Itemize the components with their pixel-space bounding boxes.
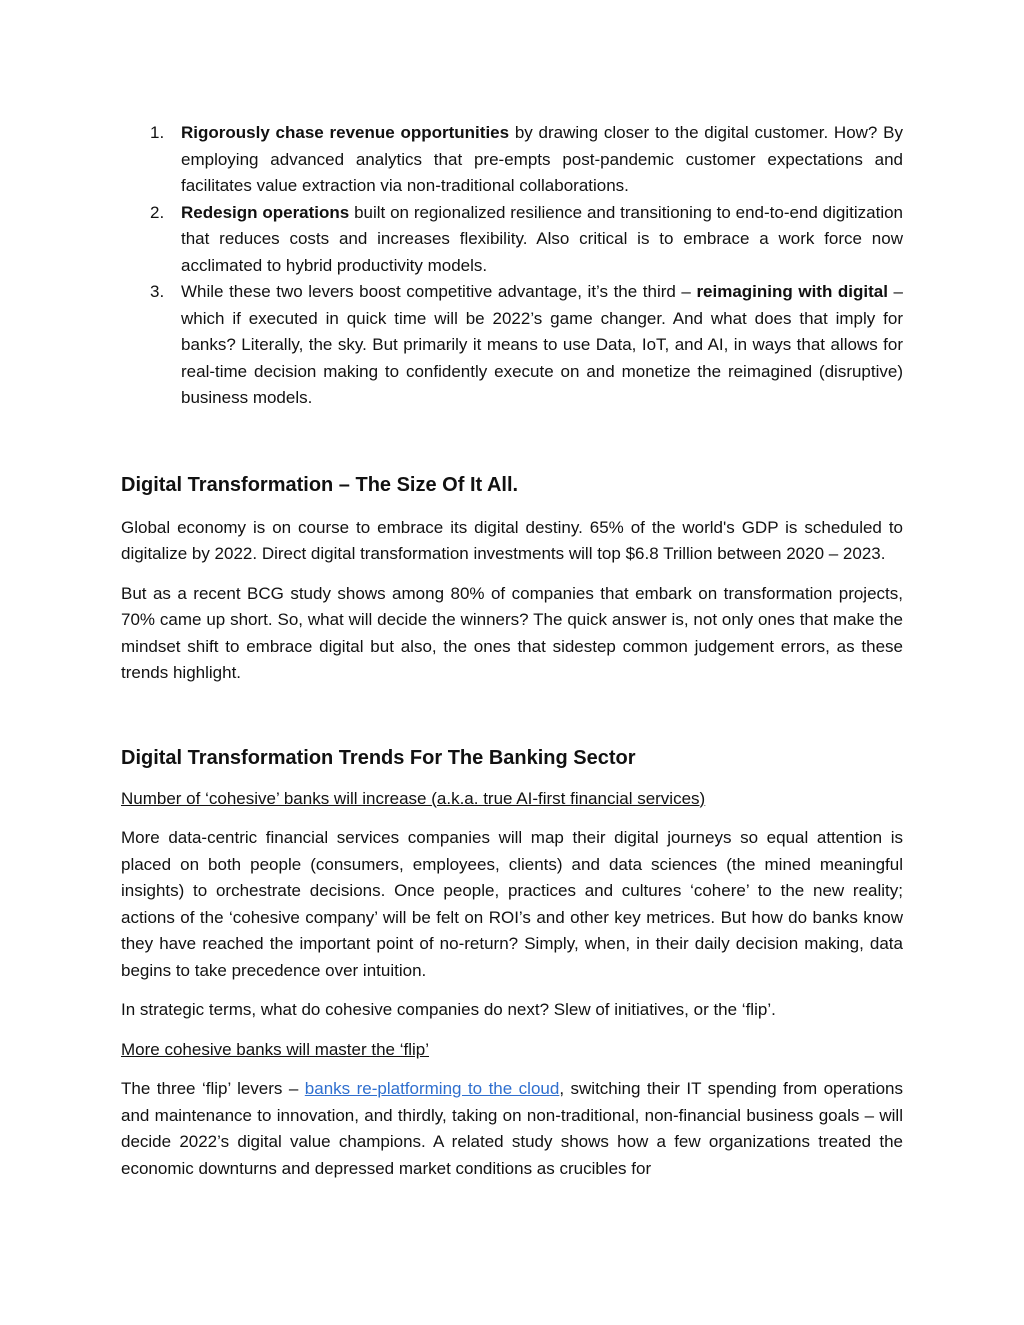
list-number: 1. [150,123,165,142]
subheading-cohesive-banks: Number of ‘cohesive’ banks will increase (a.k.a. true AI-first financial services) [121,788,706,808]
list-number: 2. [150,202,165,222]
section-heading-size: Digital Transformation – The Size Of It All. [121,473,519,496]
paragraph: In strategic terms, what do cohesive companies do next? Slew of initiatives, or the ‘flip’. [121,1000,776,1019]
list-item-text-pre: While these two levers boost competitive advantage, it’s the third – [181,282,697,301]
list-item [121,200,903,280]
paragraph: But as a recent BCG study shows among 80% of companies that embark on transformation projects, 70% came up short. So, what will decide the winners? The quick answer is, not only ones that make the mindset shift to embrace digital but also, the ones that sidestep common judgement errors, as these trends highlight. [121,583,903,682]
list-item [121,279,903,412]
paragraph-text: , switching their IT spending from operations and maintenance to innovation, and thirdly, taking on non-traditional, non-financial business goals – will decide 2022’s digital value champions. A related study shows how a few organizations treated the economic downturns and depressed market conditions as crucibles for [121,1079,903,1178]
paragraph: Global economy is on course to embrace its digital destiny. 65% of the world's GDP is scheduled to digitalize by 2022. Direct digital transformation investments will top $6.8 Trillion between 2020 – 2023. [121,517,903,563]
list-item-text: built on regionalized resilience and transitioning to end-to-end digitization that reduces costs and increases flexibility. Also critical is to embrace a work force now acclimated to hybrid productivity models. [181,202,903,275]
cloud-replatforming-link[interactable]: banks re-platforming to the cloud [304,1079,560,1098]
list-item-bold: reimagining with digital [696,282,888,301]
list-item [121,120,903,200]
paragraph-text: The three ‘flip’ levers – [121,1079,305,1098]
list-item-text: – which if executed in quick time will be 2022’s game changer. And what does that imply for banks? Literally, the sky. But primarily it means to use Data, IoT, and AI, in ways that allows for real-time decision making to confidently execute on and monetize the reimagined (disruptive) business models. [181,282,903,407]
list-item-bold: Redesign operations [181,202,350,222]
list-item-text: by drawing closer to the digital customer. How? By employing advanced analytics that pre-empts post-pandemic customer expectations and facilitates value extraction via non-traditional collaborations. [181,123,903,195]
section-heading-trends: Digital Transformation Trends For The Banking Sector [121,746,636,769]
paragraph [121,1076,903,1182]
subheading-flip: More cohesive banks will master the ‘flip’ [121,1039,430,1059]
list-item-bold: Rigorously chase revenue opportunities [181,123,510,142]
paragraph: More data-centric financial services companies will map their digital journeys so equal attention is placed on both people (consumers, employees, clients) and data sciences (the mined meaningful insights) to orchestrate decisions. Once people, practices and cultures ‘cohere’ to the new reality; actions of the ‘cohesive company’ will be felt on ROI’s and other key metrices. But how do banks know they have reached the important point of no-return? Simply, when, in their daily decision making, data begins to take precedence over intuition. [121,828,903,980]
numbered-list [121,120,903,412]
list-number: 3. [150,282,165,301]
document-page [121,120,903,1182]
